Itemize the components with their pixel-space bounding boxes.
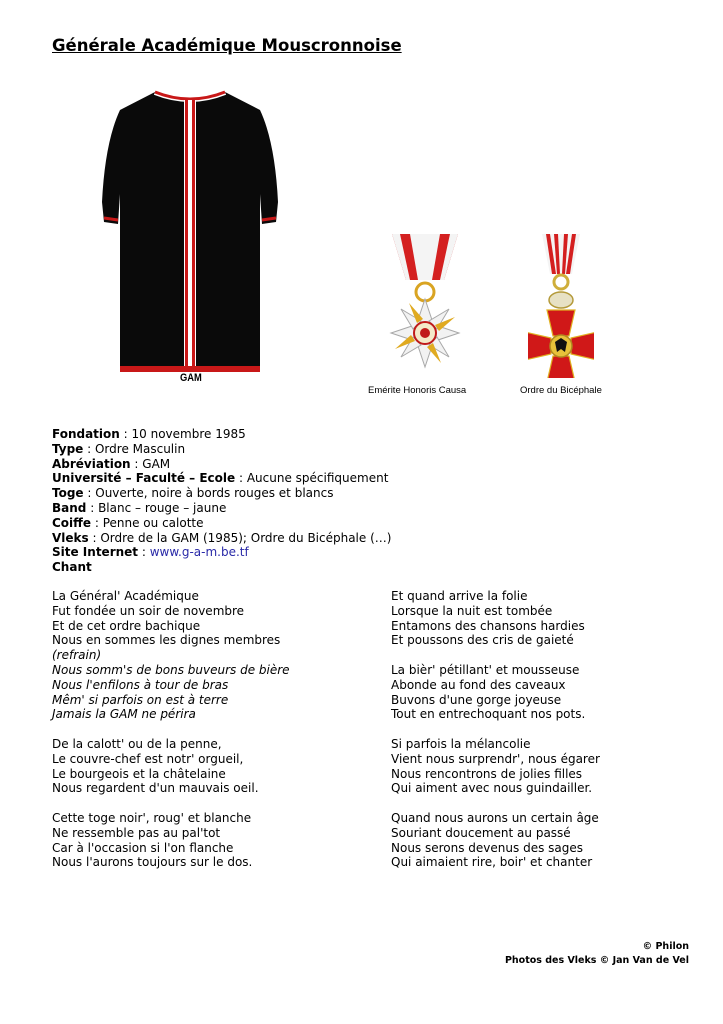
song-line: Et poussons des cris de gaieté — [391, 633, 574, 648]
song-line: Cette toge noir', roug' et blanche — [52, 810, 252, 825]
fact-sep: : — [138, 545, 150, 560]
song-line: La Général' Académique — [52, 589, 199, 603]
song-line: Nous rencontrons de jolies filles — [391, 766, 583, 781]
song-line — [391, 648, 600, 663]
song-line: Le couvre-chef est notr' orgueil, — [52, 751, 244, 766]
song-line: Fut fondée un soir de novembre — [52, 603, 245, 618]
song-line: Car à l'occasion si l'on flanche — [52, 840, 234, 855]
fact-sep: : — [83, 486, 96, 501]
fact-coiffe — [52, 516, 391, 531]
page-title: Générale Académique Mouscronnoise — [52, 36, 402, 55]
credit-author: © Philon — [642, 941, 689, 952]
song-line: Quand nous aurons un certain âge — [391, 810, 599, 825]
song-line: Qui aimaient rire, boir' et chanter — [391, 855, 593, 870]
fact-sep: : — [86, 500, 99, 515]
fact-value: Ouverte, noire à bords rouges et blancs — [95, 486, 334, 501]
fact-sep: : — [83, 441, 95, 456]
fact-sep: : — [88, 530, 101, 545]
fact-label: Band — [52, 500, 87, 515]
fact-vleks — [52, 531, 391, 546]
song-line: Buvons d'une gorge joyeuse — [391, 692, 562, 707]
fact-sep: : — [91, 515, 103, 530]
song-line: Nous serons devenus des sages — [391, 840, 583, 855]
credit-photos: Photos des Vleks © Jan Van de Vel — [504, 955, 689, 966]
song-line: Ne ressemble pas au pal'tot — [52, 825, 221, 840]
fact-type — [52, 442, 391, 457]
fact-abreviation — [52, 457, 391, 472]
fact-value: Blanc – rouge – jaune — [98, 500, 227, 515]
fact-value: Ordre de la GAM (1985); Ordre du Bicéphale (…) — [100, 530, 392, 545]
fact-value: GAM — [142, 456, 171, 471]
fact-band — [52, 501, 391, 516]
fact-value: Aucune spécifiquement — [246, 471, 389, 486]
fact-fondation — [52, 427, 391, 442]
fact-toge — [52, 486, 391, 501]
fact-sep: : — [119, 427, 132, 441]
song-line: Souriant doucement au passé — [391, 825, 571, 840]
song-line: La bièr' pétillant' et mousseuse — [391, 662, 580, 677]
song-line: Qui aiment avec nous guindailler. — [391, 781, 593, 796]
fact-label: Vleks — [52, 530, 89, 545]
fact-value: Penne ou calotte — [102, 515, 204, 530]
song-left-column — [52, 589, 290, 870]
fact-label: Coiffe — [52, 515, 92, 530]
fact-value: Ordre Masculin — [94, 441, 186, 456]
song-line: Nous l'aurons toujours sur le dos. — [52, 855, 253, 870]
song-line: Nous en sommes les dignes membres — [52, 633, 281, 648]
fact-site-internet — [52, 545, 391, 560]
fact-label: Université – Faculté – Ecole — [52, 471, 236, 486]
song-line: Si parfois la mélancolie — [391, 736, 531, 751]
fact-value: 10 novembre 1985 — [131, 427, 246, 441]
refrain-line: Mêm' si parfois on est à terre — [52, 692, 229, 707]
fact-chant — [52, 560, 391, 575]
fact-universite — [52, 471, 391, 486]
fact-sep: : — [130, 456, 143, 471]
song-line: Entamons des chansons hardies — [391, 618, 585, 633]
song-line: Tout en entrechoquant nos pots. — [391, 707, 586, 722]
fact-label: Type — [52, 441, 84, 456]
fact-label: Chant — [52, 560, 92, 575]
refrain-line: Nous l'enfilons à tour de bras — [52, 677, 229, 692]
fact-label: Toge — [52, 486, 84, 501]
refrain-line: Jamais la GAM ne périra — [52, 707, 196, 722]
medal-ordre-du-bicephale — [528, 228, 594, 378]
toge-illustration — [100, 82, 280, 392]
song-line: Nous regardent d'un mauvais oeil. — [52, 781, 259, 796]
medal-caption-emerite: Emérite Honoris Causa — [368, 385, 467, 396]
fact-label: Fondation — [52, 427, 120, 441]
song-line: Abonde au fond des caveaux — [391, 677, 566, 692]
refrain-label: (refrain) — [52, 648, 102, 663]
song-line: Et quand arrive la folie — [391, 589, 528, 603]
website-link[interactable]: www.g-a-m.be.tf — [149, 545, 249, 560]
song-line: Lorsque la nuit est tombée — [391, 603, 553, 618]
song-line: Vient nous surprendr', nous égarer — [391, 751, 600, 766]
medal-emerite-honoris-causa — [380, 228, 470, 378]
refrain-line: Nous somm's de bons buveurs de bière — [52, 662, 290, 677]
fact-label: Abréviation — [52, 456, 131, 471]
song-line: Le bourgeois et la châtelaine — [52, 766, 226, 781]
facts-list — [52, 427, 391, 575]
credits — [505, 940, 689, 968]
song-right-column — [391, 589, 600, 870]
song-line: De la calott' ou de la penne, — [52, 736, 222, 751]
fact-sep: : — [235, 471, 247, 486]
song-line: Et de cet ordre bachique — [52, 618, 201, 633]
medal-caption-bicephale: Ordre du Bicéphale — [520, 385, 602, 396]
fact-label: Site Internet — [52, 545, 139, 560]
toge-label: GAM — [180, 372, 202, 384]
